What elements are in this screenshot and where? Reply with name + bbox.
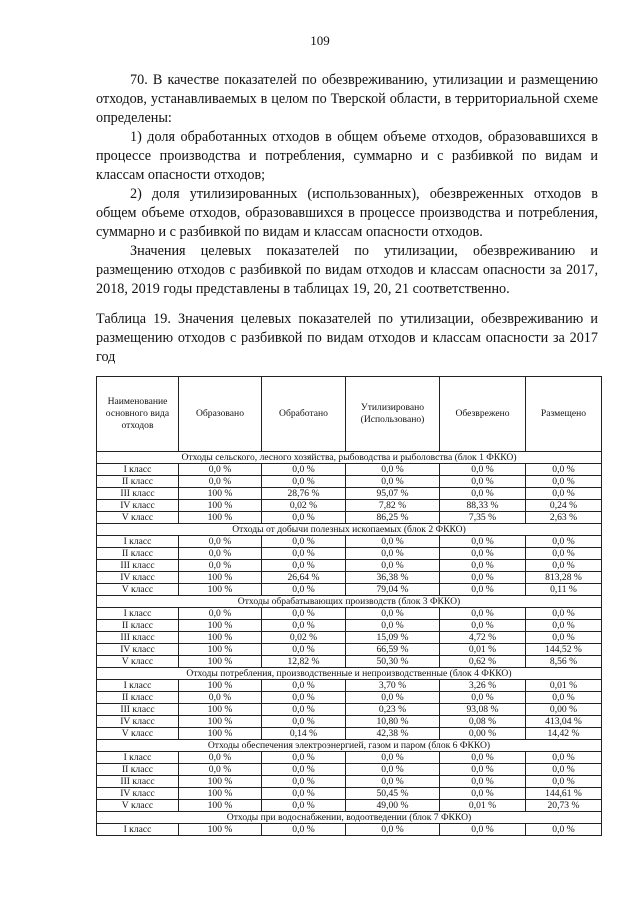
section-title: Отходы от добычи полезных ископаемых (блок 2 ФККО) (97, 524, 602, 536)
hazard-class-cell: V класс (97, 584, 179, 596)
table-row (97, 512, 602, 524)
table-row (97, 644, 602, 656)
value-cell: 100 % (179, 824, 262, 836)
value-cell: 100 % (179, 716, 262, 728)
value-cell: 0,0 % (262, 620, 346, 632)
table-caption: Таблица 19. Значения целевых показателей по утилизации, обезвреживанию и размещению отходов с разбивкой по видам отходов и классам опасности за 2017 год (96, 311, 598, 365)
hazard-class-cell: III класс (97, 704, 179, 716)
paragraph-70: 70. В качестве показателей по обезвреживанию, утилизации и размещению отходов, устанавливаемых в целом по Тверской области, в территориальной схеме определены: (96, 72, 598, 126)
value-cell: 100 % (179, 656, 262, 668)
hazard-class-cell: III класс (97, 488, 179, 500)
value-cell: 0,02 % (262, 500, 346, 512)
value-cell: 0,0 % (440, 776, 526, 788)
hazard-class-cell: III класс (97, 632, 179, 644)
value-cell: 144,52 % (526, 644, 602, 656)
table-row (97, 704, 602, 716)
header-placed: Размещено (526, 377, 602, 452)
value-cell: 0,0 % (179, 692, 262, 704)
value-cell: 0,0 % (526, 776, 602, 788)
value-cell: 12,82 % (262, 656, 346, 668)
value-cell: 28,76 % (262, 488, 346, 500)
table-row (97, 476, 602, 488)
value-cell: 4,72 % (440, 632, 526, 644)
value-cell: 144,61 % (526, 788, 602, 800)
value-cell: 0,0 % (262, 824, 346, 836)
value-cell: 0,0 % (440, 824, 526, 836)
hazard-class-cell: IV класс (97, 644, 179, 656)
value-cell: 0,0 % (262, 752, 346, 764)
value-cell: 100 % (179, 644, 262, 656)
value-cell: 7,35 % (440, 512, 526, 524)
value-cell: 100 % (179, 500, 262, 512)
section-title: Отходы обрабатывающих производств (блок 3 ФККО) (97, 596, 602, 608)
hazard-class-cell: III класс (97, 776, 179, 788)
value-cell: 0,0 % (346, 548, 440, 560)
value-cell: 95,07 % (346, 488, 440, 500)
hazard-class-cell: V класс (97, 656, 179, 668)
section-row (97, 740, 602, 752)
section-row (97, 596, 602, 608)
value-cell: 0,0 % (440, 464, 526, 476)
value-cell: 0,0 % (346, 824, 440, 836)
value-cell: 0,0 % (440, 764, 526, 776)
table-row (97, 788, 602, 800)
value-cell: 0,0 % (262, 704, 346, 716)
paragraph-values: Значения целевых показателей по утилизации, обезвреживанию и размещению отходов с разбивкой по видам отходов и классам опасности за 2017, 2018, 2019 годы представлены в таблицах 19, 20, 21 соответственно. (96, 243, 598, 297)
hazard-class-cell: IV класс (97, 500, 179, 512)
value-cell: 0,0 % (179, 476, 262, 488)
hazard-class-cell: III класс (97, 560, 179, 572)
section-title: Отходы обеспечения электроэнергией, газом и паром (блок 6 ФККО) (97, 740, 602, 752)
value-cell: 100 % (179, 620, 262, 632)
value-cell: 0,01 % (440, 644, 526, 656)
table-row (97, 716, 602, 728)
value-cell: 0,0 % (346, 752, 440, 764)
value-cell: 0,0 % (526, 476, 602, 488)
value-cell: 0,0 % (346, 476, 440, 488)
value-cell: 50,45 % (346, 788, 440, 800)
value-cell: 0,0 % (346, 776, 440, 788)
value-cell: 0,0 % (526, 464, 602, 476)
value-cell: 0,0 % (262, 644, 346, 656)
value-cell: 0,0 % (346, 536, 440, 548)
value-cell: 0,0 % (346, 608, 440, 620)
table-row (97, 560, 602, 572)
table-row (97, 488, 602, 500)
header-waste-type: Наименование основного вида отходов (97, 377, 179, 452)
hazard-class-cell: I класс (97, 608, 179, 620)
value-cell: 0,01 % (440, 800, 526, 812)
value-cell: 0,11 % (526, 584, 602, 596)
value-cell: 0,0 % (262, 548, 346, 560)
header-generated: Образовано (179, 377, 262, 452)
value-cell: 0,0 % (179, 464, 262, 476)
hazard-class-cell: II класс (97, 764, 179, 776)
value-cell: 0,00 % (526, 704, 602, 716)
value-cell: 813,28 % (526, 572, 602, 584)
value-cell: 93,08 % (440, 704, 526, 716)
value-cell: 0,0 % (526, 608, 602, 620)
table-row (97, 548, 602, 560)
hazard-class-cell: II класс (97, 548, 179, 560)
value-cell: 0,14 % (262, 728, 346, 740)
hazard-class-cell: I класс (97, 464, 179, 476)
table-row (97, 608, 602, 620)
value-cell: 0,0 % (346, 560, 440, 572)
value-cell: 100 % (179, 512, 262, 524)
value-cell: 8,56 % (526, 656, 602, 668)
value-cell: 0,0 % (526, 752, 602, 764)
hazard-class-cell: II класс (97, 620, 179, 632)
value-cell: 66,59 % (346, 644, 440, 656)
value-cell: 0,23 % (346, 704, 440, 716)
value-cell: 0,0 % (526, 620, 602, 632)
section-row (97, 668, 602, 680)
table-row (97, 800, 602, 812)
value-cell: 0,0 % (440, 572, 526, 584)
value-cell: 0,0 % (346, 764, 440, 776)
value-cell: 0,0 % (526, 764, 602, 776)
body-text (96, 71, 598, 299)
value-cell: 0,02 % (262, 632, 346, 644)
value-cell: 0,0 % (262, 560, 346, 572)
value-cell: 0,0 % (526, 560, 602, 572)
value-cell: 0,0 % (262, 800, 346, 812)
table-header-row (97, 377, 602, 452)
table-row (97, 692, 602, 704)
hazard-class-cell: V класс (97, 728, 179, 740)
value-cell: 0,0 % (440, 608, 526, 620)
value-cell: 0,01 % (526, 680, 602, 692)
value-cell: 0,0 % (440, 548, 526, 560)
value-cell: 0,0 % (262, 536, 346, 548)
value-cell: 42,38 % (346, 728, 440, 740)
value-cell: 0,0 % (526, 692, 602, 704)
section-row (97, 812, 602, 824)
value-cell: 3,26 % (440, 680, 526, 692)
value-cell: 0,0 % (262, 776, 346, 788)
table-row (97, 656, 602, 668)
hazard-class-cell: IV класс (97, 716, 179, 728)
value-cell: 50,30 % (346, 656, 440, 668)
value-cell: 0,0 % (440, 692, 526, 704)
value-cell: 100 % (179, 584, 262, 596)
value-cell: 0,0 % (440, 620, 526, 632)
table-row (97, 680, 602, 692)
value-cell: 10,80 % (346, 716, 440, 728)
hazard-class-cell: I класс (97, 536, 179, 548)
value-cell: 0,0 % (526, 536, 602, 548)
table-row (97, 728, 602, 740)
hazard-class-cell: I класс (97, 752, 179, 764)
value-cell: 0,0 % (526, 824, 602, 836)
value-cell: 0,0 % (440, 476, 526, 488)
value-cell: 0,0 % (179, 536, 262, 548)
value-cell: 413,04 % (526, 716, 602, 728)
header-neutralized: Обезврежено (440, 377, 526, 452)
value-cell: 2,63 % (526, 512, 602, 524)
hazard-class-cell: V класс (97, 800, 179, 812)
value-cell: 0,0 % (262, 476, 346, 488)
indicators-table (96, 376, 602, 836)
value-cell: 100 % (179, 788, 262, 800)
value-cell: 0,00 % (440, 728, 526, 740)
table-row (97, 620, 602, 632)
value-cell: 0,0 % (526, 548, 602, 560)
table-row (97, 500, 602, 512)
value-cell: 0,0 % (262, 692, 346, 704)
value-cell: 3,70 % (346, 680, 440, 692)
section-row (97, 452, 602, 464)
value-cell: 0,0 % (262, 788, 346, 800)
value-cell: 100 % (179, 704, 262, 716)
value-cell: 0,0 % (179, 548, 262, 560)
value-cell: 100 % (179, 776, 262, 788)
header-utilized: Утилизировано (Использовано) (346, 377, 440, 452)
value-cell: 0,0 % (179, 608, 262, 620)
value-cell: 0,0 % (262, 716, 346, 728)
value-cell: 0,0 % (526, 488, 602, 500)
hazard-class-cell: II класс (97, 692, 179, 704)
value-cell: 0,0 % (440, 584, 526, 596)
value-cell: 0,24 % (526, 500, 602, 512)
value-cell: 14,42 % (526, 728, 602, 740)
value-cell: 0,0 % (346, 620, 440, 632)
table-row (97, 584, 602, 596)
value-cell: 0,0 % (179, 560, 262, 572)
value-cell: 100 % (179, 632, 262, 644)
value-cell: 0,0 % (346, 692, 440, 704)
value-cell: 36,38 % (346, 572, 440, 584)
value-cell: 49,00 % (346, 800, 440, 812)
value-cell: 0,0 % (262, 764, 346, 776)
table-row (97, 632, 602, 644)
table-row (97, 764, 602, 776)
value-cell: 100 % (179, 680, 262, 692)
value-cell: 0,0 % (346, 464, 440, 476)
value-cell: 86,25 % (346, 512, 440, 524)
hazard-class-cell: IV класс (97, 788, 179, 800)
value-cell: 100 % (179, 728, 262, 740)
table-row (97, 824, 602, 836)
value-cell: 0,0 % (440, 488, 526, 500)
value-cell: 0,0 % (262, 512, 346, 524)
value-cell: 15,09 % (346, 632, 440, 644)
value-cell: 0,0 % (440, 788, 526, 800)
value-cell: 26,64 % (262, 572, 346, 584)
header-processed: Обработано (262, 377, 346, 452)
value-cell: 0,62 % (440, 656, 526, 668)
list-item-1: 1) доля обработанных отходов в общем объеме отходов, образовавшихся в процессе производства и потребления, суммарно и с разбивкой по видам и классам опасности отходов; (96, 129, 598, 183)
value-cell: 0,0 % (440, 560, 526, 572)
value-cell: 0,0 % (526, 632, 602, 644)
page-number: 109 (310, 33, 330, 48)
value-cell: 0,0 % (179, 752, 262, 764)
value-cell: 0,0 % (262, 464, 346, 476)
value-cell: 0,0 % (262, 608, 346, 620)
section-title: Отходы при водоснабжении, водоотведении (блок 7 ФККО) (97, 812, 602, 824)
section-row (97, 524, 602, 536)
value-cell: 100 % (179, 488, 262, 500)
value-cell: 0,08 % (440, 716, 526, 728)
value-cell: 88,33 % (440, 500, 526, 512)
value-cell: 100 % (179, 800, 262, 812)
section-title: Отходы сельского, лесного хозяйства, рыбоводства и рыболовства (блок 1 ФККО) (97, 452, 602, 464)
hazard-class-cell: II класс (97, 476, 179, 488)
section-title: Отходы потребления, производственные и непроизводственные (блок 4 ФККО) (97, 668, 602, 680)
value-cell: 7,82 % (346, 500, 440, 512)
list-item-2: 2) доля утилизированных (использованных), обезвреженных отходов в общем объеме отходов, образовавшихся в процессе производства и потребления, суммарно и с разбивкой по видам и классам опасности отходов. (96, 186, 598, 240)
hazard-class-cell: IV класс (97, 572, 179, 584)
table-row (97, 752, 602, 764)
value-cell: 0,0 % (440, 536, 526, 548)
value-cell: 0,0 % (440, 752, 526, 764)
value-cell: 0,0 % (262, 680, 346, 692)
value-cell: 79,04 % (346, 584, 440, 596)
value-cell: 0,0 % (262, 584, 346, 596)
table-row (97, 572, 602, 584)
table-row (97, 776, 602, 788)
hazard-class-cell: V класс (97, 512, 179, 524)
value-cell: 0,0 % (179, 764, 262, 776)
value-cell: 20,73 % (526, 800, 602, 812)
table-body (97, 452, 602, 836)
table-row (97, 536, 602, 548)
value-cell: 100 % (179, 572, 262, 584)
hazard-class-cell: I класс (97, 680, 179, 692)
table-row (97, 464, 602, 476)
hazard-class-cell: I класс (97, 824, 179, 836)
